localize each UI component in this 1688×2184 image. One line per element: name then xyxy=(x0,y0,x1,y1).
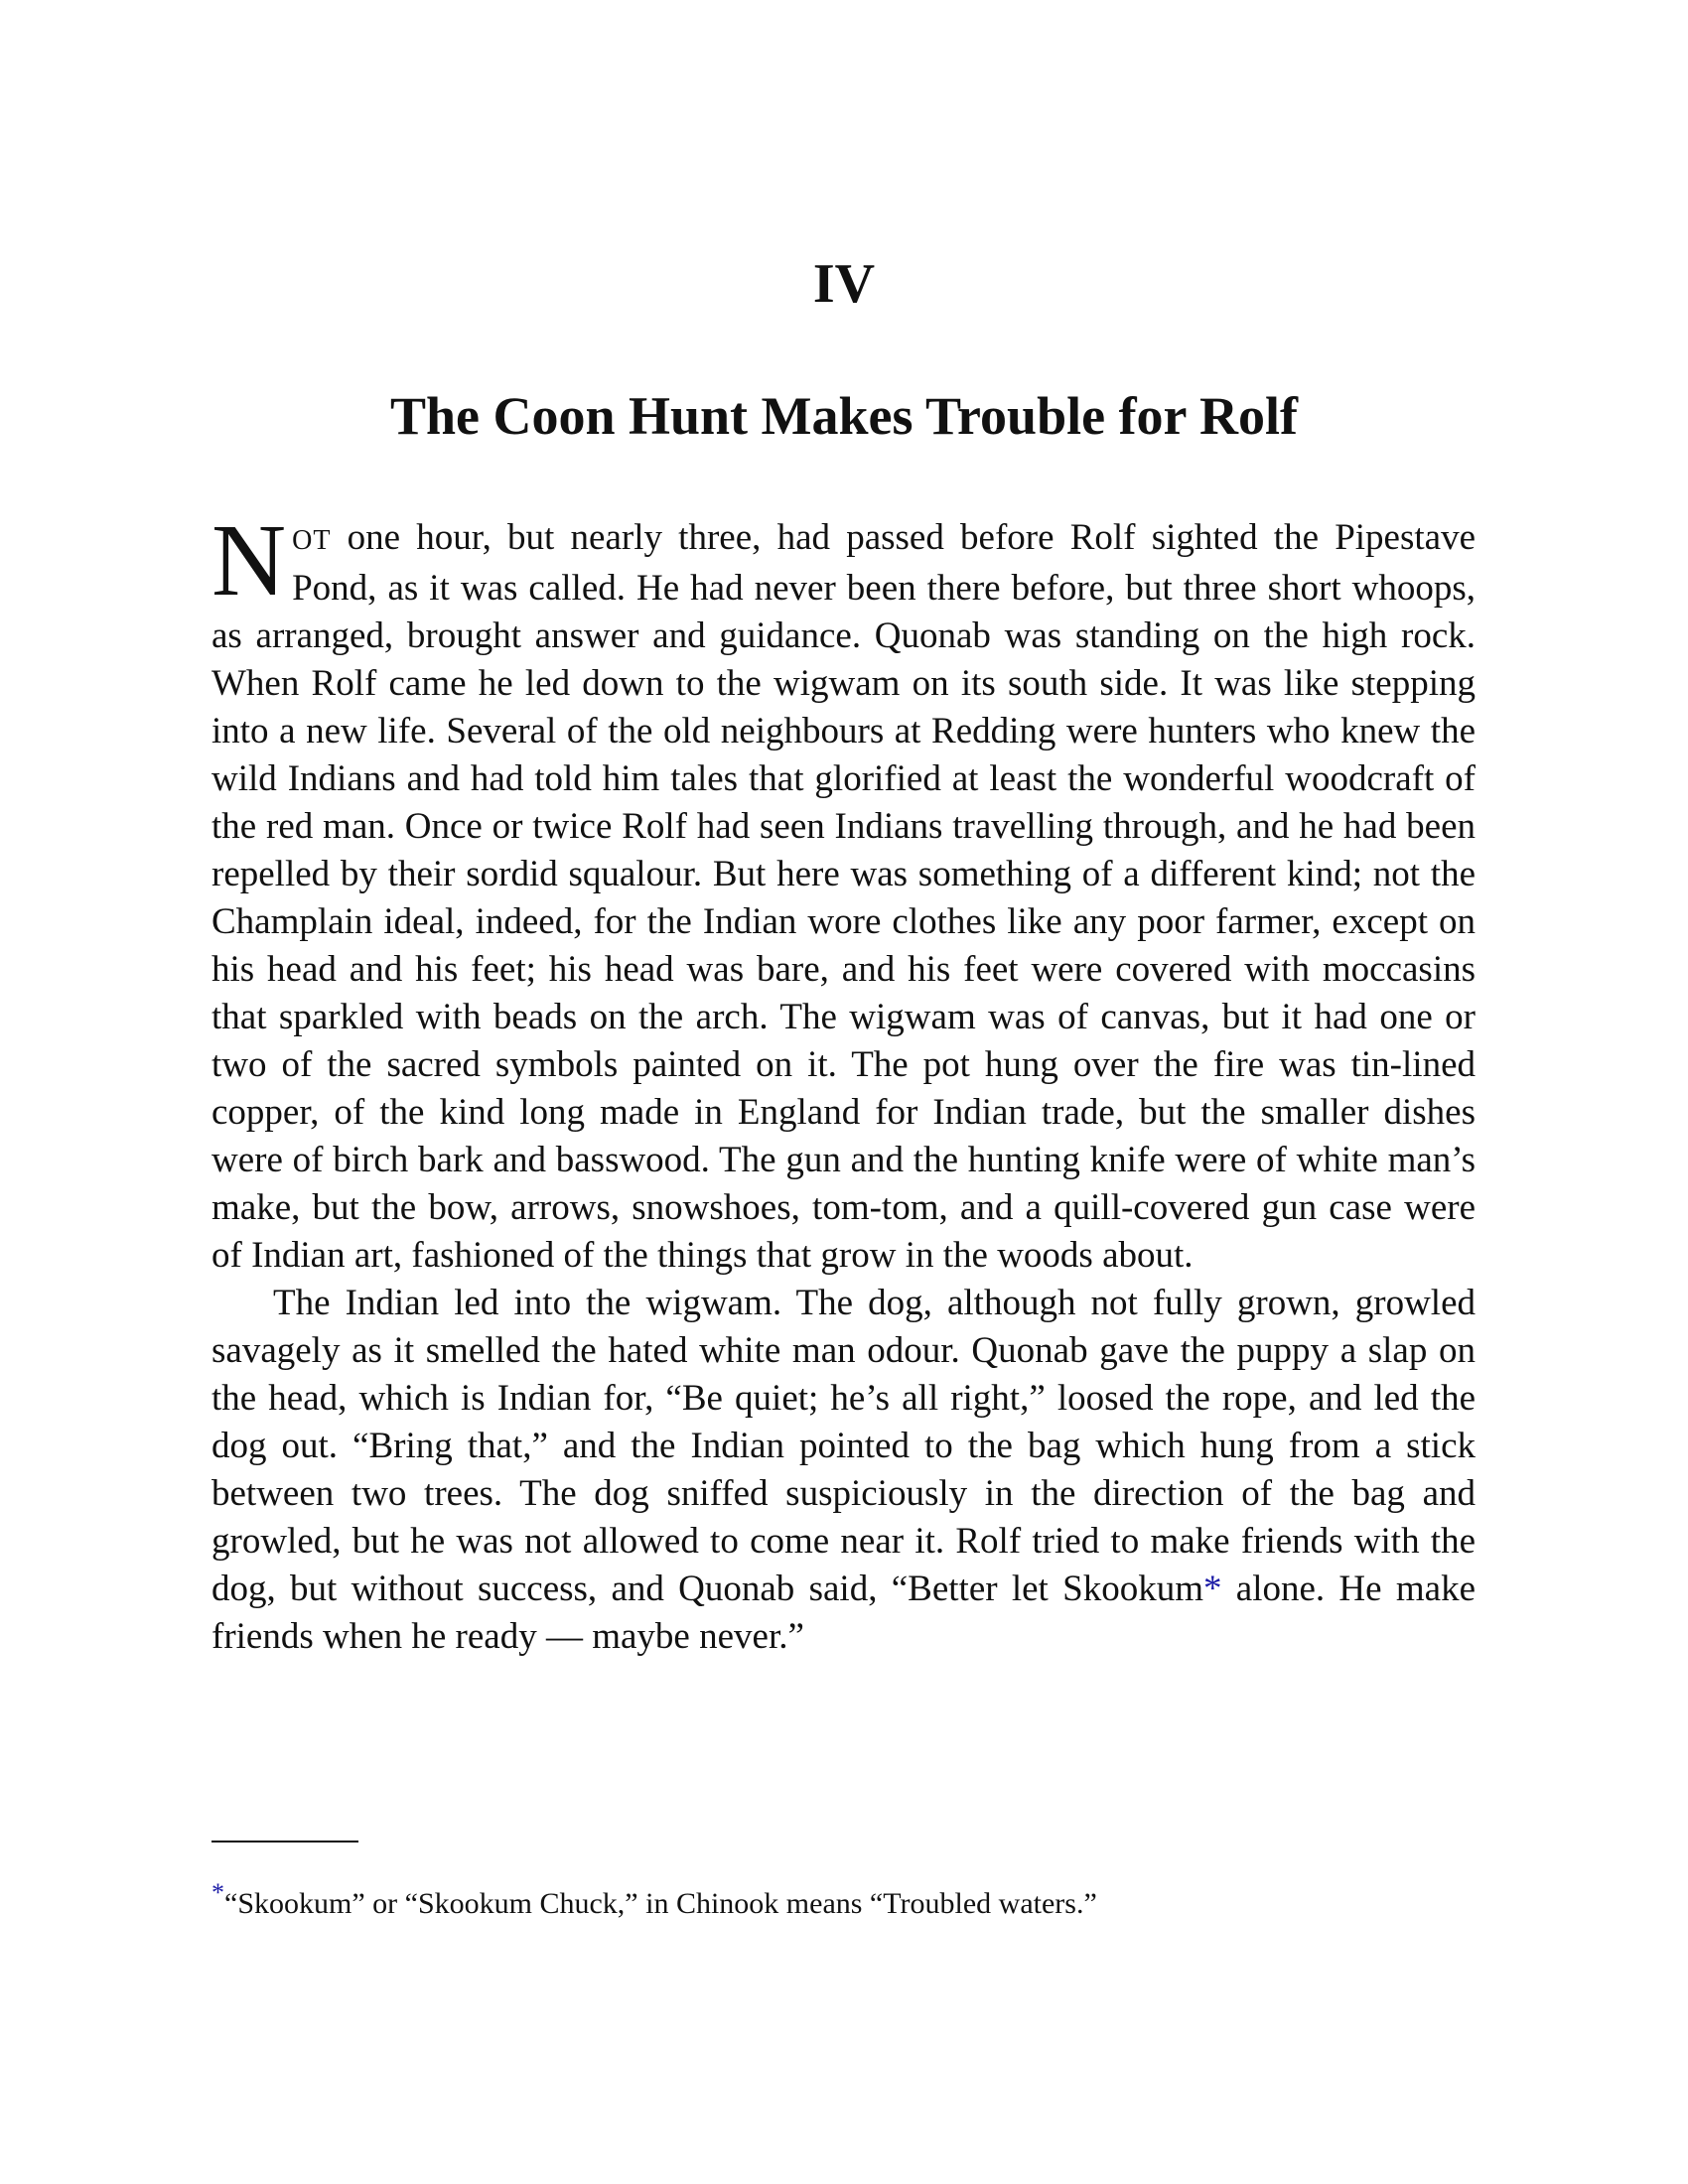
paragraph-1-text: one hour, but nearly three, had passed before Rolf sighted the Pipestave Pond, as it was called. He had never been there before, but three short whoops, as arranged, brought answer and guidance. Quonab was standing on the high rock. When Rolf came he led down to the wigwam on its south side. It was like stepping into a new life. Several of the old neighbours at Redding were hunters who knew the wild Indians and had told him tales that glorified at least the wonderful woodcraft of the red man. Once or twice Rolf had seen Indians travelling through, and he had been repelled by their sordid squalour. But here was something of a different kind; not the Champlain ideal, indeed, for the Indian wore clothes like any poor farmer, except on his head and his feet; his head was bare, and his feet were covered with moccasins that sparkled with beads on the arch. The wigwam was of canvas, but it had one or two of the sacred symbols painted on it. The pot hung over the fire was tin-lined copper, of the kind long made in England for Indian trade, but the smaller dishes were of birch bark and basswood. The gun and the hunting knife were of white man’s make, but the bow, arrows, snowshoes, tom-tom, and a quill-covered gun case were of Indian art, fashioned of the things that grow in the woods about. xyxy=(211,517,1476,1276)
paragraph-2-text-start: The Indian led into the wigwam. The dog, although not fully grown, growled savagely as it smelled the hated white man odour. Quonab gave the puppy a slap on the head, which is Indian for, “Be quiet; he’s all right,” loosed the rope, and led the dog out. “Bring that,” and the Indian pointed to the bag which hung from a stick between two trees. The dog sniffed suspiciously in the direction of the bag and growled, but he was not allowed to come near it. Rolf tried to make friends with the dog, but without success, and Quonab said, “Better let Skookum xyxy=(211,1283,1476,1609)
footnote-reference-link[interactable]: * xyxy=(1202,1569,1222,1609)
chapter-title: The Coon Hunt Makes Trouble for Rolf xyxy=(389,386,1299,446)
footnote-mark-link[interactable]: * xyxy=(211,1878,224,1907)
paragraph-1 xyxy=(211,503,1476,1280)
footnote xyxy=(211,1878,1476,1924)
footnote-divider xyxy=(211,1841,358,1843)
small-caps-opening: OT xyxy=(292,525,332,556)
paragraph-2-text-end: alone. He make friends when he ready — maybe never.” xyxy=(211,1569,1476,1657)
chapter-number: IV xyxy=(812,253,876,315)
drop-cap-letter: N xyxy=(211,503,287,617)
chapter-body xyxy=(211,503,1476,1661)
footnote-text: “Skookum” or “Skookum Chuck,” in Chinook means “Troubled waters.” xyxy=(224,1887,1097,1920)
paragraph-2 xyxy=(211,1280,1476,1661)
